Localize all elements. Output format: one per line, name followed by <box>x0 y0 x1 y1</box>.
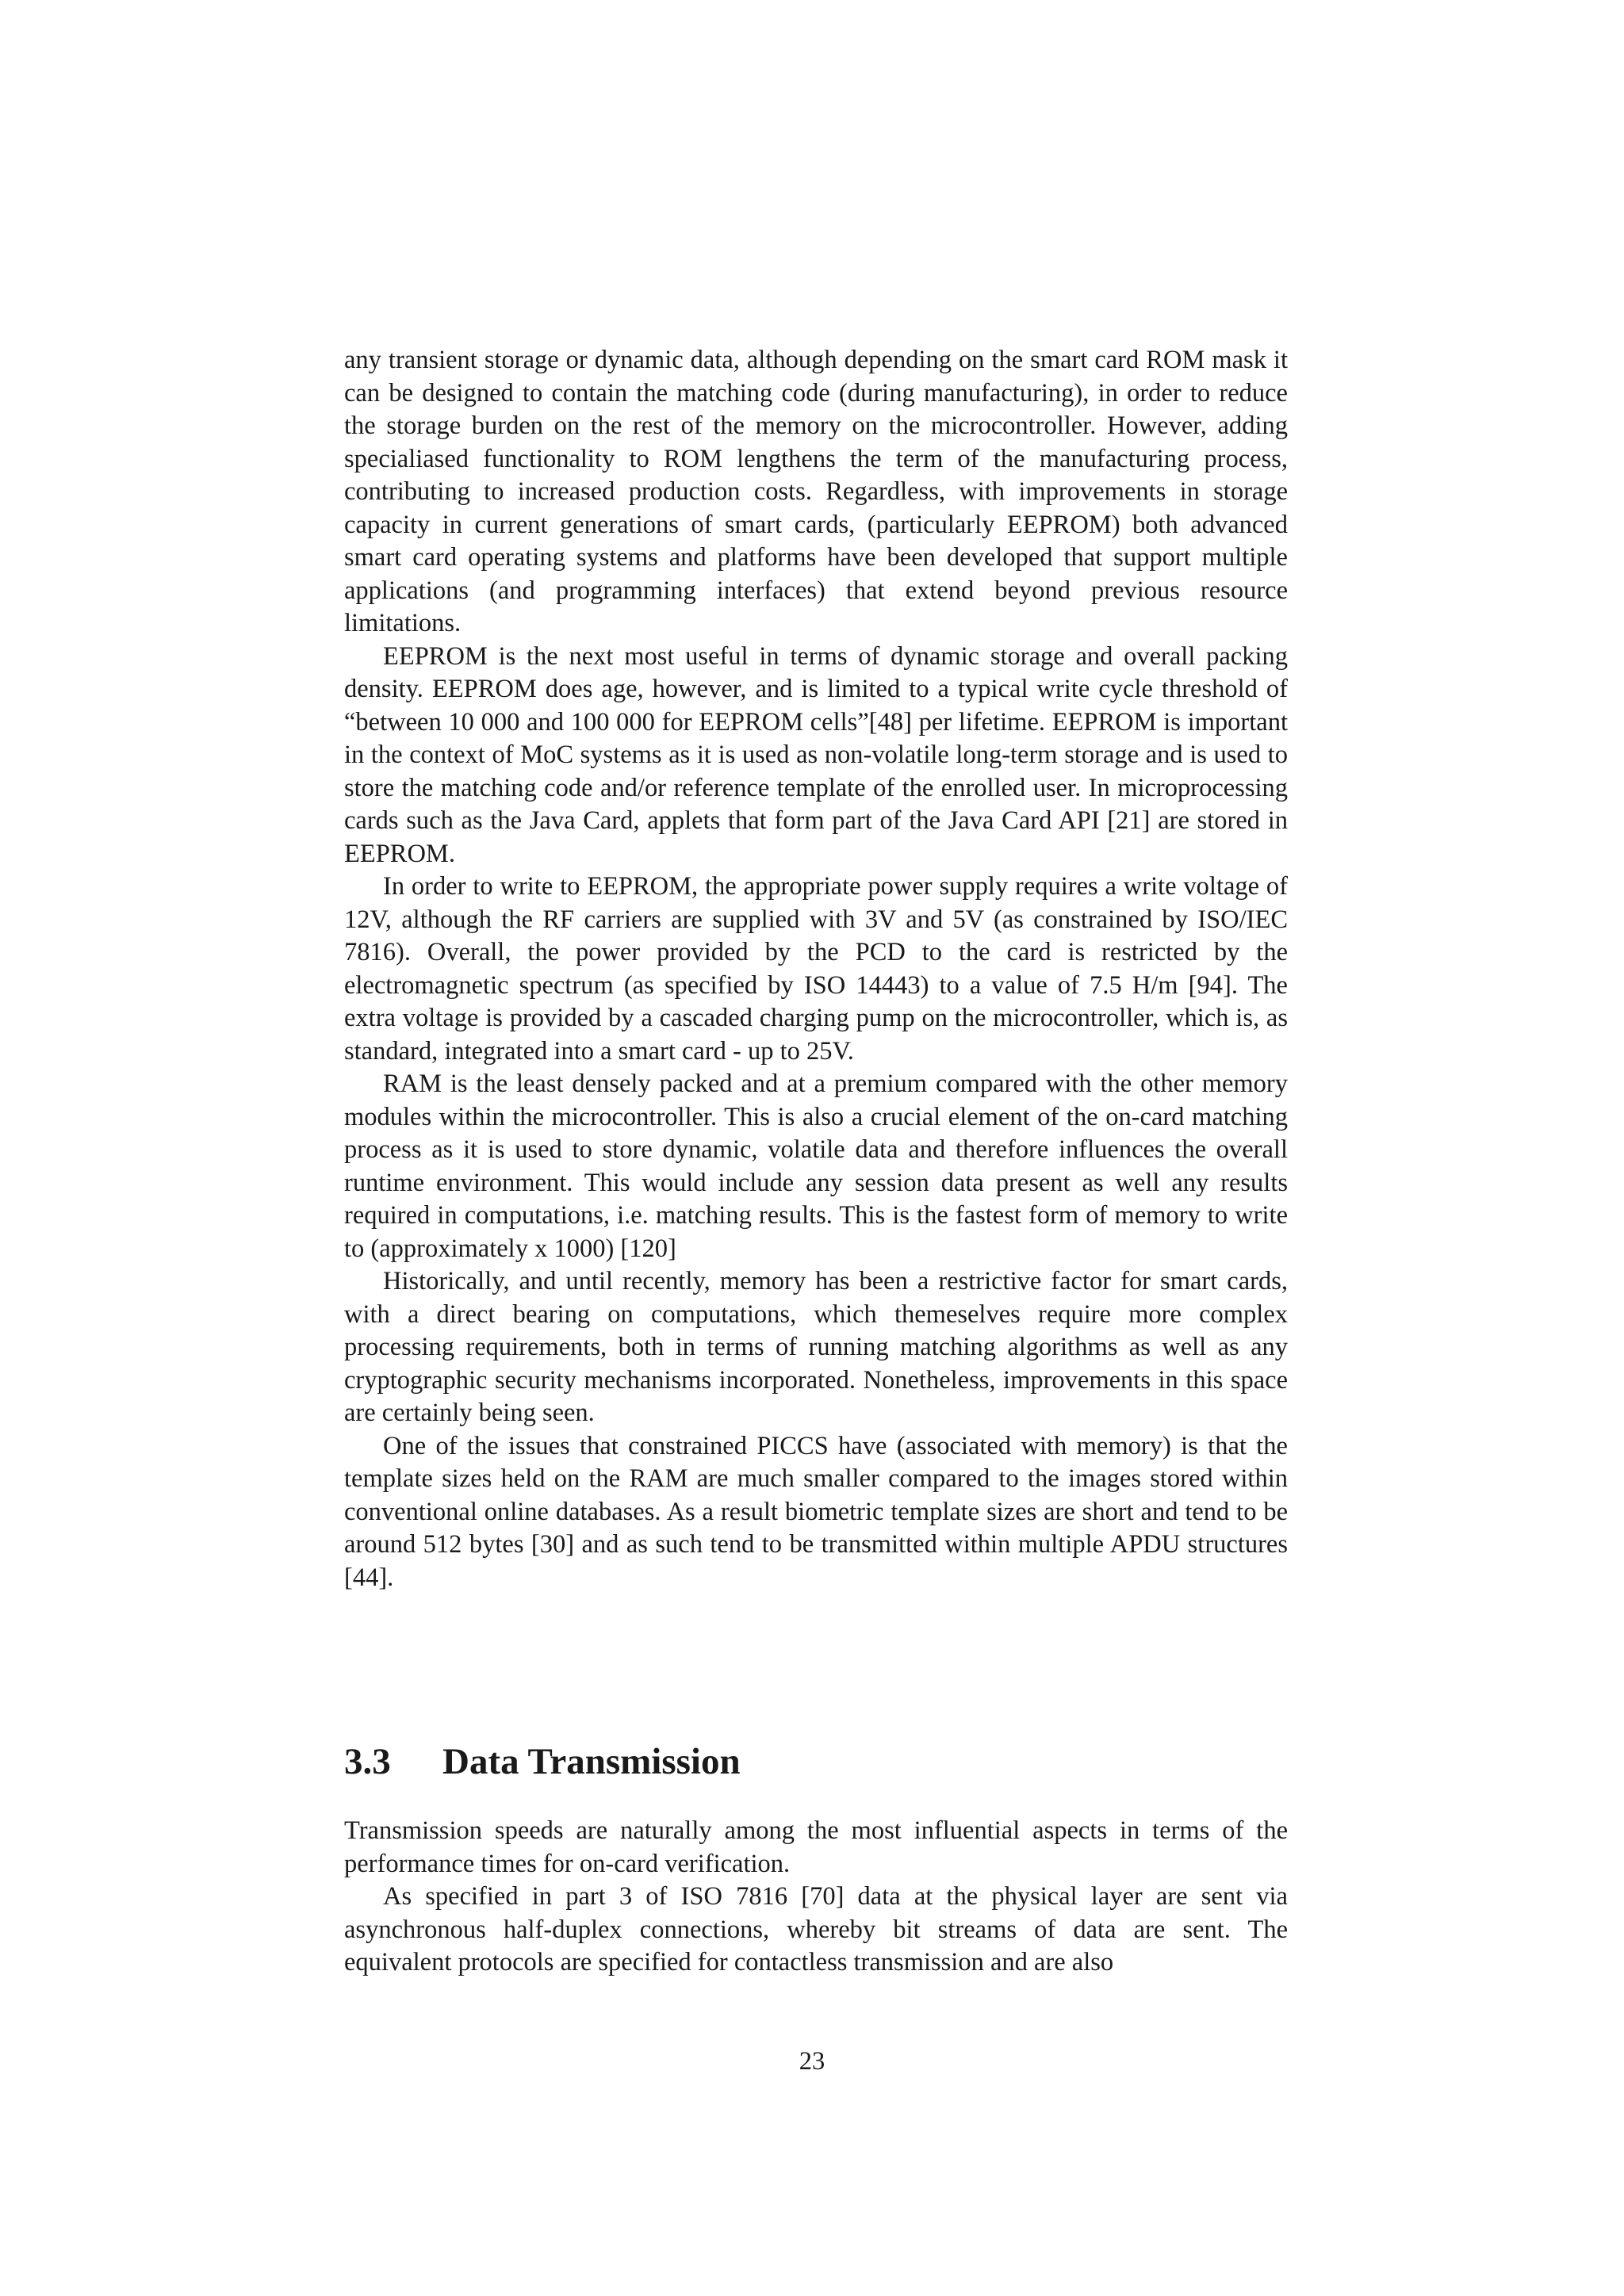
page-number: 23 <box>799 2047 825 2076</box>
section-heading <box>344 1738 741 1785</box>
paragraph-rom-continuation: any transient storage or dynamic data, although depending on the smart card ROM mask it can be designed to contain the matching code (during manufacturing), in order to reduce the storage burden on the rest of the memory on the microcontroller. However, adding specialiased functionality to ROM lengthens the term of the manufacturing process, contributing to increased production costs. Regardless, with improvements in storage capacity in current generations of smart cards, (particularly EEPROM) both advanced smart card operating systems and platforms have been developed that support multiple applications (and programming interfaces) that extend beyond previous resource limitations. <box>344 346 1288 637</box>
paragraph-eeprom: EEPROM is the next most useful in terms of dynamic storage and overall packing density. EEPROM does age, however, and is limited to a typical write cycle threshold of “between 10 000 and 100 000 for EEPROM cells”[48] per lifetime. EEPROM is important in the context of MoC systems as it is used as non-volatile long-term storage and is used to store the matching code and/or reference template of the enrolled user. In microprocessing cards such as the Java Card, applets that form part of the Java Card API [21] are stored in EEPROM. <box>344 641 1288 868</box>
paragraph-ram: RAM is the least densely packed and at a premium compared with the other memory modules within the microcontroller. This is also a crucial element of the on-card matching process as it is used to store dynamic, volatile data and therefore influences the overall runtime environment. This would include any session data present as well any results required in computations, i.e. matching results. This is the fastest form of memory to write to (approximately x 1000) [120] <box>344 1070 1288 1263</box>
paragraph-transmission-speeds: Transmission speeds are naturally among the most influential aspects in terms of the performance times for on-card verification. <box>344 1816 1288 1878</box>
body-text-lower <box>344 1815 1288 1980</box>
paragraph-template-sizes: One of the issues that constrained PICCS have (associated with memory) is that the template sizes held on the RAM are much smaller compared to the images stored within conventional online databases. As a result biometric template sizes are short and tend to be around 512 bytes [30] and as such tend to be transmitted within multiple APDU structures [44]. <box>344 1431 1288 1592</box>
paragraph-iso-7816: As specified in part 3 of ISO 7816 [70] data at the physical layer are sent via asynchronous half-duplex connections, whereby bit streams of data are sent. The equivalent protocols are specified for contactless transmission and are also <box>344 1882 1288 1976</box>
section-title: Data Transmission <box>442 1741 741 1782</box>
paragraph-memory-history: Historically, and until recently, memory has been a restrictive factor for smart cards, with a direct bearing on computations, which themeselves require more complex processing requirements, both in terms of running matching algorithms as well as any cryptographic security mechanisms incorporated. Nonetheless, improvements in this space are certainly being seen. <box>344 1267 1288 1427</box>
body-text-upper <box>344 344 1288 1594</box>
paragraph-eeprom-write-voltage: In order to write to EEPROM, the appropriate power supply requires a write voltage of 12V, although the RF carriers are supplied with 3V and 5V (as constrained by ISO/IEC 7816). Overall, the power provided by the PCD to the card is restricted by the electromagnetic spectrum (as specified by ISO 14443) to a value of 7.5 H/m [94]. The extra voltage is provided by a cascaded charging pump on the microcontroller, which is, as standard, integrated into a smart card - up to 25V. <box>344 872 1288 1066</box>
section-number: 3.3 <box>344 1741 391 1782</box>
